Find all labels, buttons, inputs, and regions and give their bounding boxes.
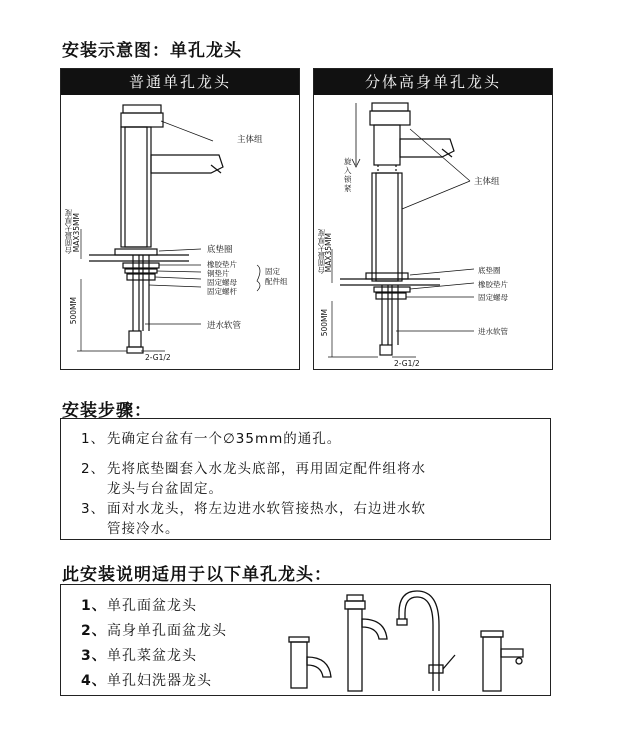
right-panel-header: 分体高身单孔龙头 [314,69,552,95]
label-max-thickness-value-right: MAX35MM [324,233,333,273]
faucet-icons [61,585,550,695]
label-inlet-hose-right: 进水软管 [478,327,508,336]
label-base-ring-right: 底垫圈 [478,266,501,275]
label-max-thickness: 台面最大厚度 [64,209,73,254]
applicable-item-3: 3、单孔菜盆龙头 [81,648,197,664]
left-panel-header: 普通单孔龙头 [61,69,299,95]
tall-basin-faucet-icon [345,595,387,691]
step-1: 1、 先确定台盆有一个∅35mm的通孔。 [81,431,342,447]
label-body-group: 主体组 [237,135,263,145]
applicable-item-1: 1、单孔面盆龙头 [81,598,197,614]
label-fix-rod: 固定螺杆 [207,287,237,296]
label-hose-length-right: 500MM [320,309,329,337]
applicable-item-4: 4、单孔妇洗器龙头 [81,673,212,689]
label-fixing-group: 固定 配件组 [265,267,288,286]
label-copper-gasket: 铜垫片 [207,269,230,278]
label-base-ring: 底垫圈 [207,245,233,255]
standard-faucet-diagram [61,69,299,369]
label-fix-nut: 固定螺母 [207,278,237,287]
tall-faucet-diagram [314,69,552,369]
step-2: 2、 先将底垫圈套入水龙头底部，再用固定配件组将水 龙头与台盆固定。 [81,461,426,497]
label-rubber-gasket: 橡胶垫片 [207,260,237,269]
right-panel-tall-faucet [313,68,553,370]
install-steps-title: 安装步骤： [62,401,152,421]
label-max-thickness-right: 台面最大厚度 [317,229,326,274]
install-diagram-title: 安装示意图：单孔龙头 [62,41,242,61]
label-rubber-gasket-right: 橡胶垫片 [478,280,508,289]
label-rotate-lock: 旋入锁紧 [344,157,352,193]
applicable-title: 此安装说明适用于以下单孔龙头： [62,565,332,585]
label-thread-right: 2-G1/2 [394,359,420,368]
step-3: 3、 面对水龙头，将左边进水软管接热水，右边进水软 管接冷水。 [81,501,426,537]
kitchen-faucet-icon [397,591,455,691]
basin-faucet-icon [289,637,331,688]
left-panel-standard-faucet [60,68,300,370]
label-thread: 2-G1/2 [145,353,171,362]
install-steps-box [60,418,551,540]
applicable-box [60,584,551,696]
label-fix-nut-right: 固定螺母 [478,293,508,302]
label-body-group-right: 主体组 [474,177,500,187]
bidet-faucet-icon [481,631,523,691]
label-hose-length: 500MM [69,297,78,325]
label-inlet-hose: 进水软管 [207,321,242,331]
label-max-thickness-value: MAX35MM [72,213,81,253]
applicable-item-2: 2、高身单孔面盆龙头 [81,623,227,639]
